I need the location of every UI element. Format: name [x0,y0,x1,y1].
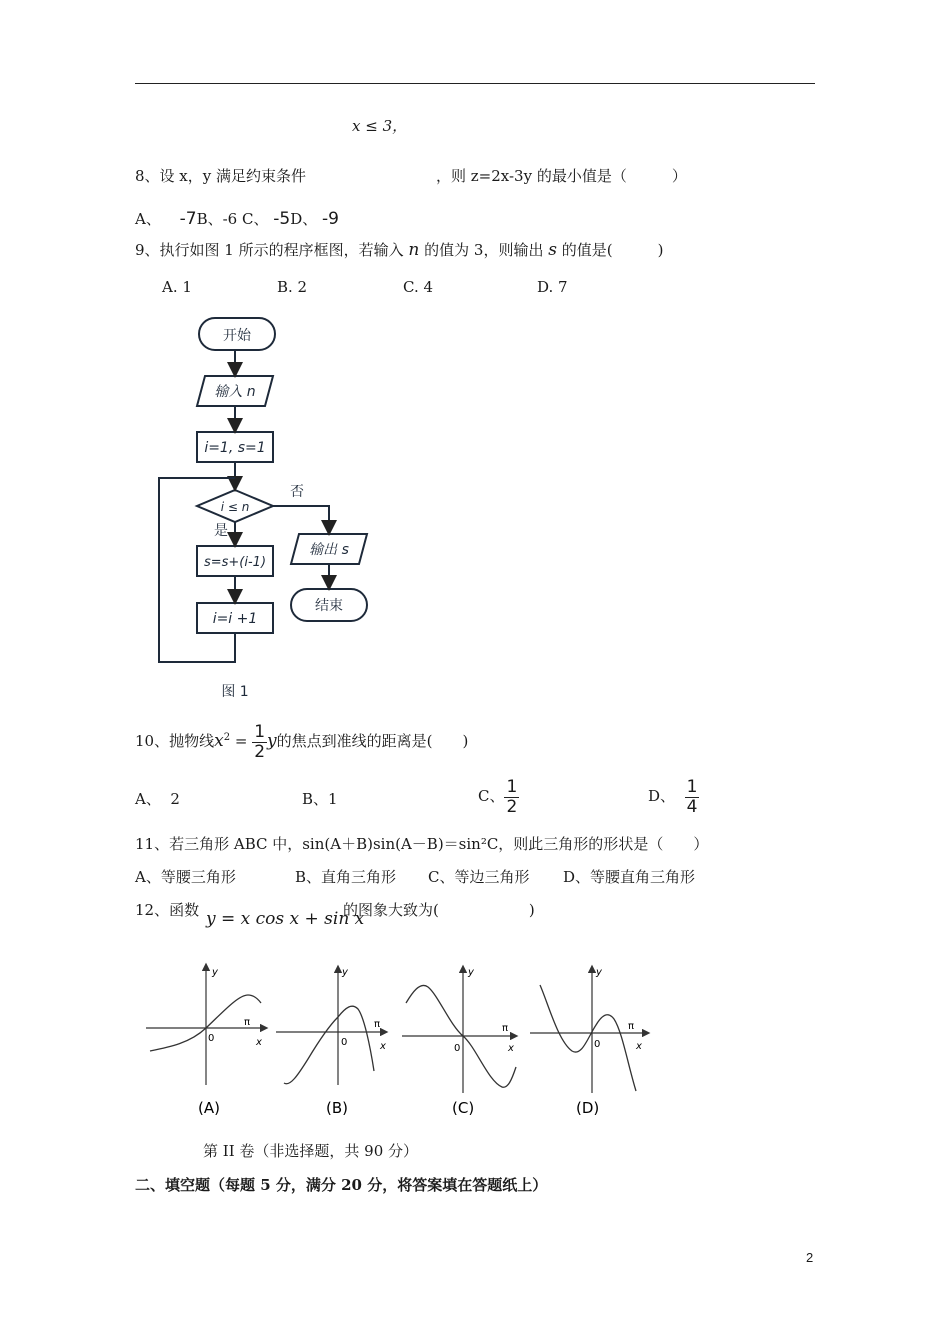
q10-equals: = [230,732,248,750]
graph-b-x-label: x [380,1041,386,1052]
graph-c-origin: 0 [454,1043,461,1054]
q9-opt-b: B. 2 [277,278,308,296]
q8-options [135,208,339,229]
q11-opt-c: C、等边三角形 [428,868,530,886]
flow-yes-label: 是 [214,523,228,539]
q9-opt-c: C. 4 [403,278,434,296]
graph-a-pi: π [244,1017,251,1028]
q9-stem-c: 的值是( ) [561,241,664,259]
flow-caption: 图 1 [221,684,249,700]
flow-update-s-label: s=s+(i-1) [203,555,267,570]
q11-opt-a: A、等腰三角形 [135,868,236,886]
q10-opt-d-label: D、 [648,787,676,805]
flow-end-label: 结束 [315,598,343,614]
q10-opt-b-value: 1 [328,790,338,808]
graph-c-x-label: x [508,1043,514,1054]
q10-opt-d-frac [685,778,700,817]
flow-start-label: 开始 [223,328,251,344]
q12-stem-a: 12、函数 [135,901,200,919]
q11-stem: 11、若三角形 ABC 中，sin(A＋B)sin(A－B)＝sin²C，则此三角形的形状是（ ） [135,835,709,853]
graph-d [530,967,648,1117]
q11-opt-b: B、直角三角形 [295,868,397,886]
graph-a-y-label: y [212,967,218,978]
q9-stem-b: 的值为 3，则输出 [424,241,544,259]
q9-stem [135,239,663,260]
graph-c-y-label: y [468,967,474,978]
q9-var-s: s [548,240,557,260]
q9-var-n: n [408,240,420,260]
graph-b-origin: 0 [341,1037,348,1048]
q8-opt-b-label: B、 [196,210,223,228]
flow-update-i-label: i=i +1 [212,611,258,627]
q12-formula: y = x cos x + sin x [206,909,365,929]
q12-graphs [140,955,660,1125]
q9-opt-a: A. 1 [162,278,192,296]
q10-opt-d [648,774,699,818]
graph-a [146,965,266,1117]
q8-opt-a-label: A、 [135,210,161,228]
q10-opt-a-value: 2 [170,790,180,808]
q8-opt-a-value: -7 [179,209,197,229]
graph-b-label: (B) [326,1099,348,1117]
q10-opt-c-label: C、 [478,787,505,805]
flowchart [145,310,395,710]
graph-b [276,967,386,1117]
flow-input-label: 输入 n [214,384,256,400]
graph-c-pi: π [502,1023,509,1034]
q9-stem-a: 9、执行如图 1 所示的程序框图，若输入 [135,241,404,259]
q10-opt-b [302,788,338,809]
graph-b-curve [284,1006,374,1084]
q10-opt-c-frac [504,778,519,817]
graph-d-label: (D) [576,1099,600,1117]
q10-opt-a [135,788,180,809]
section2-title: 二、填空题（每题 5 分，满分 20 分，将答案填在答题纸上） [135,1176,548,1194]
q10-stem-b: 的焦点到准线的距离是( ) [276,732,469,750]
q10-frac-num: 1 [254,721,266,742]
q8-stem-b: ，则 z=2x-3y 的最小值是（ ） [436,167,687,185]
graph-d-origin: 0 [594,1039,601,1050]
header-rule [135,83,815,84]
flow-output-label: 输出 s [309,542,349,558]
flow-no-label: 否 [290,484,304,500]
graph-d-curve [540,985,636,1091]
constraint-fragment: x ≤ 3， [352,117,408,135]
graph-b-y-label: y [342,967,348,978]
graph-b-pi: π [374,1019,381,1030]
q8-stem-a: 8、设 x，y 满足约束条件 [135,167,307,185]
q10-opt-d-num: 1 [686,776,698,797]
q10-frac-den: 2 [254,741,266,762]
q10-opt-d-den: 4 [686,796,698,817]
graph-a-x-label: x [256,1037,262,1048]
graph-a-label: (A) [198,1099,220,1117]
q8-opt-b-value: -6 [222,210,238,228]
q10-stem [135,718,468,762]
q10-opt-c [478,774,519,818]
graph-d-y-label: y [596,967,602,978]
flow-init-label: i=1, s=1 [204,440,266,456]
q10-x: x [214,731,224,751]
graph-d-x-label: x [636,1041,642,1052]
q8-opt-d-label: D、 [290,210,318,228]
graph-d-pi: π [628,1021,635,1032]
q10-opt-c-den: 2 [506,796,518,817]
q12-stem-b: 的图象大致为( ) [343,901,535,919]
q8-opt-d-value: -9 [322,209,339,229]
q10-opt-c-num: 1 [506,776,518,797]
graph-a-origin: 0 [208,1033,215,1044]
q10-exp: 2 [223,732,231,743]
q9-opt-d: D. 7 [537,278,568,296]
q10-fraction [252,723,267,762]
page-number: 2 [806,1250,814,1265]
part2-title: 第 II 卷（非选择题，共 90 分） [203,1142,419,1160]
q8-opt-c-label: C、 [242,210,269,228]
q10-opt-a-label: A、 [135,790,161,808]
flow-cond-label: i ≤ n [220,500,250,514]
q8-opt-c-value: -5 [273,209,291,229]
q10-opt-b-label: B、 [302,790,329,808]
q11-opt-d: D、等腰直角三角形 [563,868,696,886]
q10-y: y [267,731,277,751]
graph-c-label: (C) [452,1099,475,1117]
q10-stem-a: 10、抛物线 [135,732,215,750]
graph-c [402,967,516,1117]
